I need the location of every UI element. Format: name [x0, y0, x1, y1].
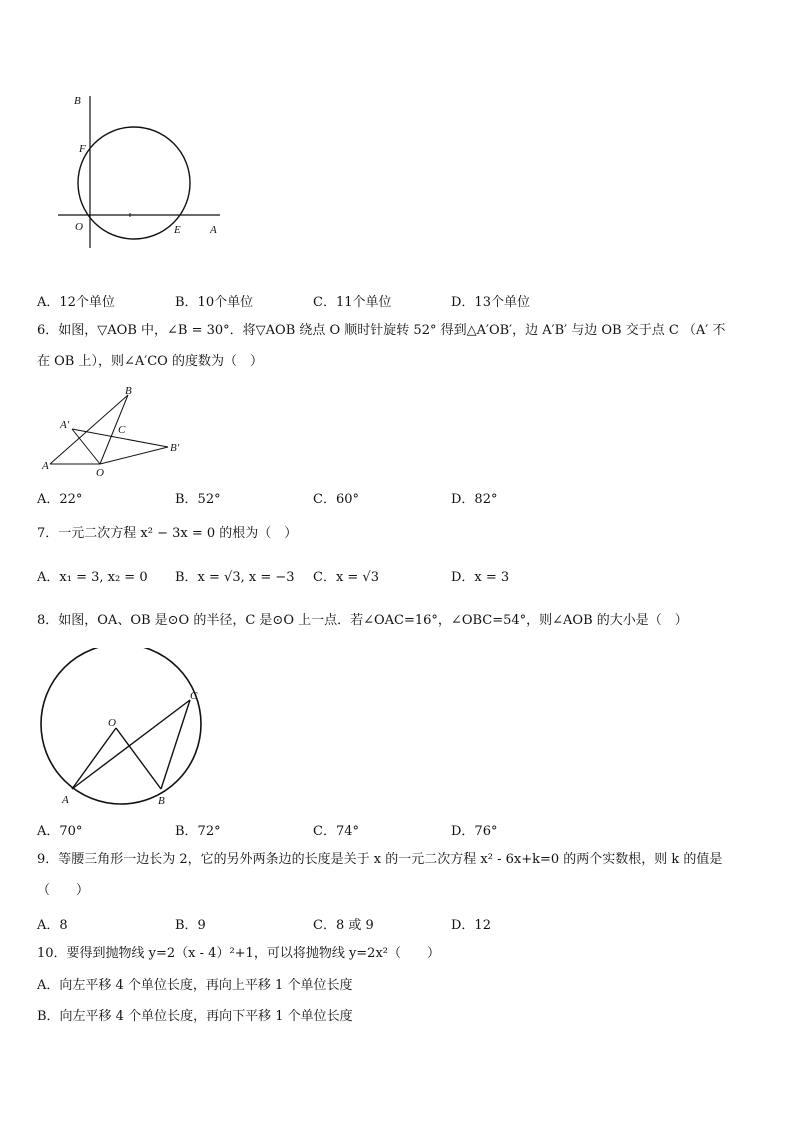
q6-option-d[interactable]: D．82° — [451, 492, 498, 507]
q5-figure — [50, 90, 230, 250]
q9-option-c[interactable]: C．8 或 9 — [313, 918, 374, 933]
q8-stem: 8．如图，OA、OB 是⊙O 的半径，C 是⊙O 上一点．若∠OAC=16°，∠OBC=54°，则∠AOB 的大小是（ ） — [37, 613, 688, 628]
q5-option-b[interactable]: B．10个单位 — [175, 295, 254, 310]
q7-option-c[interactable]: C．x = √3 — [313, 570, 379, 585]
q9-stem-line2: （ ） — [37, 883, 90, 898]
label-F: F — [79, 143, 86, 155]
q6-stem-line2: 在 OB 上），则∠A′CO 的度数为（ ） — [37, 354, 263, 369]
q5-option-c[interactable]: C．11个单位 — [313, 295, 392, 310]
label-O: O — [96, 467, 104, 477]
q6-stem-line1: 6．如图，▽AOB 中，∠B = 30°．将▽AOB 绕点 O 顺时针旋转 52° 得到△A′OB′，边 A′B′ 与边 OB 交于点 C （A′ 不 — [37, 323, 726, 338]
q10-option-a[interactable]: A．向左平移 4 个单位长度，再向上平移 1 个单位长度 — [37, 978, 353, 993]
q9-option-b[interactable]: B．9 — [175, 918, 206, 933]
q6-option-c[interactable]: C．60° — [313, 492, 359, 507]
label-O: O — [108, 717, 116, 729]
label-O: O — [75, 221, 83, 233]
label-A: A — [62, 794, 69, 806]
q7-option-d[interactable]: D．x = 3 — [451, 570, 510, 585]
q6-option-b[interactable]: B．52° — [175, 492, 221, 507]
q6-figure — [38, 385, 188, 477]
label-C: C — [190, 690, 198, 702]
q8-figure — [36, 648, 216, 810]
label-E: E — [174, 224, 181, 236]
label-B: B — [125, 385, 132, 397]
q8-option-b[interactable]: B．72° — [175, 824, 221, 839]
q6-option-a[interactable]: A．22° — [37, 492, 83, 507]
q7-stem: 7．一元二次方程 x² − 3x = 0 的根为（ ） — [37, 526, 298, 541]
label-A-prime: A′ — [60, 419, 70, 431]
q5-option-d[interactable]: D．13个单位 — [451, 295, 530, 310]
q10-option-b[interactable]: B．向左平移 4 个单位长度，再向下平移 1 个单位长度 — [37, 1009, 353, 1024]
q8-option-c[interactable]: C．74° — [313, 824, 359, 839]
q8-option-d[interactable]: D．76° — [451, 824, 498, 839]
label-C: C — [118, 424, 126, 436]
label-B: B — [74, 95, 81, 107]
label-A: A — [42, 460, 49, 472]
q8-option-a[interactable]: A．70° — [37, 824, 83, 839]
q10-stem: 10．要得到抛物线 y=2（x - 4）²+1，可以将抛物线 y=2x²（ ） — [37, 946, 441, 961]
label-B: B — [158, 795, 165, 807]
label-B-prime: B′ — [170, 442, 180, 454]
q5-option-a[interactable]: A．12个单位 — [37, 295, 115, 310]
label-A: A — [210, 224, 217, 236]
q7-option-b[interactable]: B．x = √3, x = −3 — [175, 570, 295, 585]
q9-option-a[interactable]: A．8 — [37, 918, 68, 933]
q9-option-d[interactable]: D．12 — [451, 918, 491, 933]
q9-stem-line1: 9．等腰三角形一边长为 2，它的另外两条边的长度是关于 x 的一元二次方程 x² - 6x+k=0 的两个实数根，则 k 的值是 — [37, 852, 723, 867]
q7-option-a[interactable]: A．x₁ = 3, x₂ = 0 — [37, 570, 148, 585]
